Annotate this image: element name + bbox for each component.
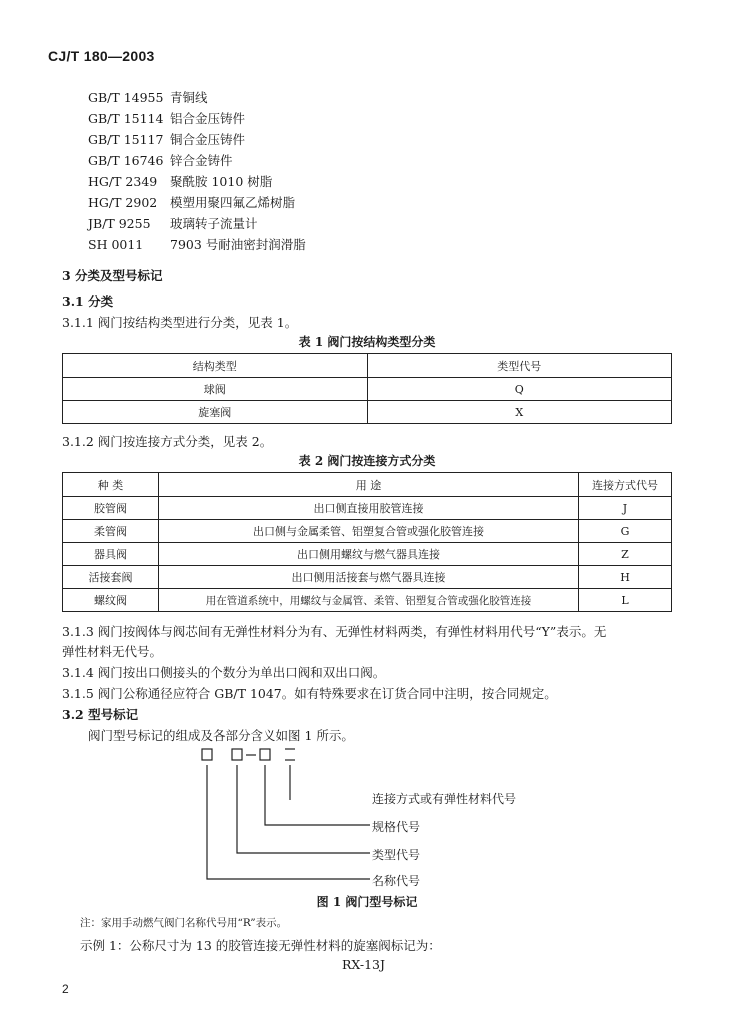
table-cell: 器具阀 bbox=[63, 543, 159, 566]
table-cell: J bbox=[579, 497, 672, 520]
table-row bbox=[63, 497, 672, 520]
standard-title: 锌合金铸件 bbox=[170, 153, 233, 168]
table-row bbox=[63, 566, 672, 589]
standard-title: 铝合金压铸件 bbox=[170, 111, 246, 126]
table-cell: X bbox=[367, 401, 672, 424]
standard-title: 7903 号耐油密封润滑脂 bbox=[170, 237, 306, 252]
table-row bbox=[63, 520, 672, 543]
connection-code-label: 连接方式或有弹性材料代号 bbox=[372, 792, 517, 806]
table-header-cell: 结构类型 bbox=[63, 354, 368, 378]
standard-code: HG/T 2349 bbox=[88, 174, 158, 189]
table-cell: 旋塞阀 bbox=[63, 401, 368, 424]
standard-ref bbox=[88, 130, 245, 148]
table-row bbox=[63, 378, 672, 401]
spec-code-box bbox=[260, 749, 270, 760]
table-header-cell: 类型代号 bbox=[367, 354, 672, 378]
table-cell: 出口侧直接用胶管连接 bbox=[159, 497, 579, 520]
connector-line bbox=[207, 765, 370, 879]
standard-ref bbox=[88, 214, 258, 232]
standard-ref bbox=[88, 151, 233, 169]
classification-table bbox=[62, 353, 672, 424]
standard-ref bbox=[88, 193, 295, 211]
connector-line bbox=[237, 765, 370, 853]
standard-code: GB/T 14955 bbox=[88, 90, 164, 105]
table-cell: 出口侧用活接套与燃气器具连接 bbox=[159, 566, 579, 589]
standard-ref bbox=[88, 172, 272, 190]
paragraph: 3.1.4 阀门按出口侧接头的个数分为单出口阀和双出口阀。 bbox=[62, 665, 386, 680]
table-cell: 球阀 bbox=[63, 378, 368, 401]
table-caption: 表 2 阀门按连接方式分类 bbox=[298, 454, 436, 468]
standard-code: JB/T 9255 bbox=[88, 216, 151, 231]
page-number: 2 bbox=[62, 982, 69, 996]
paragraph: 3.1.1 阀门按结构类型进行分类，见表 1。 bbox=[62, 315, 298, 330]
note: 注：家用手动燃气阀门名称代号用“R”表示。 bbox=[80, 917, 288, 929]
table-cell: 用在管道系统中，用螺纹与金属管、柔管、铝塑复合管或强化胶管连接 bbox=[159, 589, 579, 612]
type-code-box bbox=[232, 749, 242, 760]
table-cell: 胶管阀 bbox=[63, 497, 159, 520]
example-code: RX-13J bbox=[342, 957, 386, 972]
connection-table bbox=[62, 472, 672, 612]
standard-code: GB/T 16746 bbox=[88, 153, 164, 168]
standard-ref bbox=[88, 235, 306, 253]
table-cell: 螺纹阀 bbox=[63, 589, 159, 612]
subsection-heading: 3.2 型号标记 bbox=[62, 707, 139, 722]
table-row bbox=[63, 401, 672, 424]
table-row bbox=[63, 589, 672, 612]
standard-ref bbox=[88, 109, 245, 127]
standard-title: 青铜线 bbox=[170, 90, 208, 105]
paragraph: 阀门型号标记的组成及各部分含义如图 1 所示。 bbox=[88, 728, 354, 743]
table-cell: 出口侧用螺纹与燃气器具连接 bbox=[159, 543, 579, 566]
paragraph: 3.1.2 阀门按连接方式分类，见表 2。 bbox=[62, 434, 273, 449]
subsection-heading: 3.1 分类 bbox=[62, 294, 114, 309]
table-header-cell: 用 途 bbox=[159, 473, 579, 497]
name-code-label: 名称代号 bbox=[372, 874, 421, 888]
standard-ref bbox=[88, 88, 208, 106]
spec-code-label: 规格代号 bbox=[372, 820, 421, 834]
table-cell: 柔管阀 bbox=[63, 520, 159, 543]
model-marking-diagram bbox=[190, 745, 430, 885]
table-cell: G bbox=[579, 520, 672, 543]
table-header-row bbox=[63, 354, 672, 378]
document-header: CJ/T 180—2003 bbox=[48, 48, 155, 64]
table-caption: 表 1 阀门按结构类型分类 bbox=[298, 335, 436, 349]
paragraph: 3.1.3 阀门按阀体与阀芯间有无弹性材料分为有、无弹性材料两类，有弹性材料用代号“Y”表示。无 bbox=[62, 624, 607, 639]
table-cell: H bbox=[579, 566, 672, 589]
table-cell: L bbox=[579, 589, 672, 612]
standard-title: 模塑用聚四氟乙烯树脂 bbox=[170, 195, 296, 210]
standard-code: SH 0011 bbox=[88, 237, 144, 252]
standard-title: 玻璃转子流量计 bbox=[170, 216, 258, 231]
table-cell: Q bbox=[367, 378, 672, 401]
table-cell: 出口侧与金属柔管、铝塑复合管或强化胶管连接 bbox=[159, 520, 579, 543]
name-code-box bbox=[202, 749, 212, 760]
standard-code: HG/T 2902 bbox=[88, 195, 158, 210]
standard-code: GB/T 15114 bbox=[88, 111, 164, 126]
section-heading: 3 分类及型号标记 bbox=[62, 268, 163, 283]
connector-line bbox=[265, 765, 370, 825]
table-row bbox=[63, 543, 672, 566]
paragraph: 3.1.5 阀门公称通径应符合 GB/T 1047。如有特殊要求在订货合同中注明，按合同规定。 bbox=[62, 686, 557, 701]
figure-caption: 图 1 阀门型号标记 bbox=[316, 895, 418, 909]
table-cell: Z bbox=[579, 543, 672, 566]
type-code-label: 类型代号 bbox=[372, 848, 421, 862]
standard-title: 铜合金压铸件 bbox=[170, 132, 246, 147]
paragraph: 弹性材料无代号。 bbox=[62, 644, 163, 659]
table-header-cell: 种 类 bbox=[63, 473, 159, 497]
standard-title: 聚酰胺 1010 树脂 bbox=[170, 174, 273, 189]
example-text: 示例 1：公称尺寸为 13 的胶管连接无弹性材料的旋塞阀标记为： bbox=[80, 938, 441, 953]
table-header-cell: 连接方式代号 bbox=[579, 473, 672, 497]
table-cell: 活接套阀 bbox=[63, 566, 159, 589]
standard-code: GB/T 15117 bbox=[88, 132, 164, 147]
table-header-row bbox=[63, 473, 672, 497]
